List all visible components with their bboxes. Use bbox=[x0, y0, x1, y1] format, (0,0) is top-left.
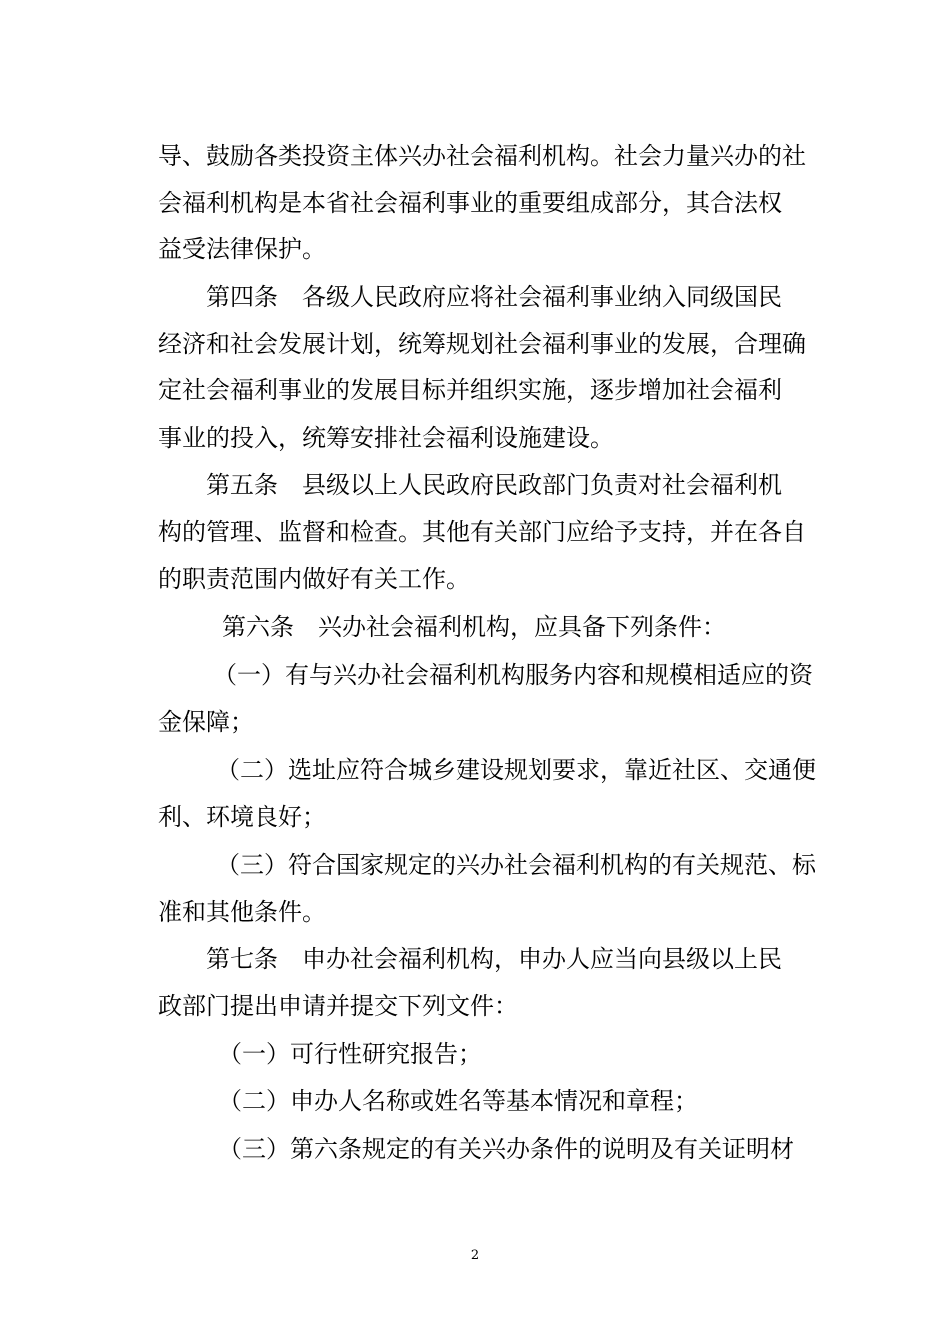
text-line: 定社会福利事业的发展目标并组织实施，逐步增加社会福利 bbox=[158, 376, 782, 404]
text-line: 导、鼓励各类投资主体兴办社会福利机构。社会力量兴办的社 bbox=[158, 142, 806, 170]
article-7-first-line: 第七条 申办社会福利机构，申办人应当向县级以上民 bbox=[206, 945, 782, 973]
list-item: （三）第六条规定的有关兴办条件的说明及有关证明材 bbox=[218, 1135, 794, 1163]
text-line: 金保障； bbox=[158, 708, 254, 736]
list-item: （二）选址应符合城乡建设规划要求，靠近社区、交通便 bbox=[216, 756, 816, 784]
text-line: 政部门提出申请并提交下列文件： bbox=[158, 992, 518, 1020]
article-4-first-line: 第四条 各级人民政府应将社会福利事业纳入同级国民 bbox=[206, 283, 782, 311]
text-line: 会福利机构是本省社会福利事业的重要组成部分，其合法权 bbox=[158, 189, 782, 217]
list-item: （一）有与兴办社会福利机构服务内容和规模相适应的资 bbox=[213, 661, 813, 689]
list-item: （三）符合国家规定的兴办社会福利机构的有关规范、标 bbox=[216, 851, 816, 879]
text-line: 益受法律保护。 bbox=[158, 235, 326, 263]
text-line: 经济和社会发展计划，统筹规划社会福利事业的发展，合理确 bbox=[158, 330, 806, 358]
text-line: 事业的投入，统筹安排社会福利设施建设。 bbox=[158, 424, 614, 452]
text-line: 利、环境良好； bbox=[158, 803, 326, 831]
list-item: （二）申办人名称或姓名等基本情况和章程； bbox=[218, 1087, 698, 1115]
text-line: 构的管理、监督和检查。其他有关部门应给予支持，并在各自 bbox=[158, 518, 806, 546]
text-line: 的职责范围内做好有关工作。 bbox=[158, 565, 470, 593]
list-item: （一）可行性研究报告； bbox=[218, 1040, 482, 1068]
article-6-first-line: 第六条 兴办社会福利机构，应具备下列条件： bbox=[222, 613, 726, 641]
text-line: 准和其他条件。 bbox=[158, 898, 326, 926]
article-5-first-line: 第五条 县级以上人民政府民政部门负责对社会福利机 bbox=[206, 471, 782, 499]
page-number: 2 bbox=[470, 1248, 480, 1263]
